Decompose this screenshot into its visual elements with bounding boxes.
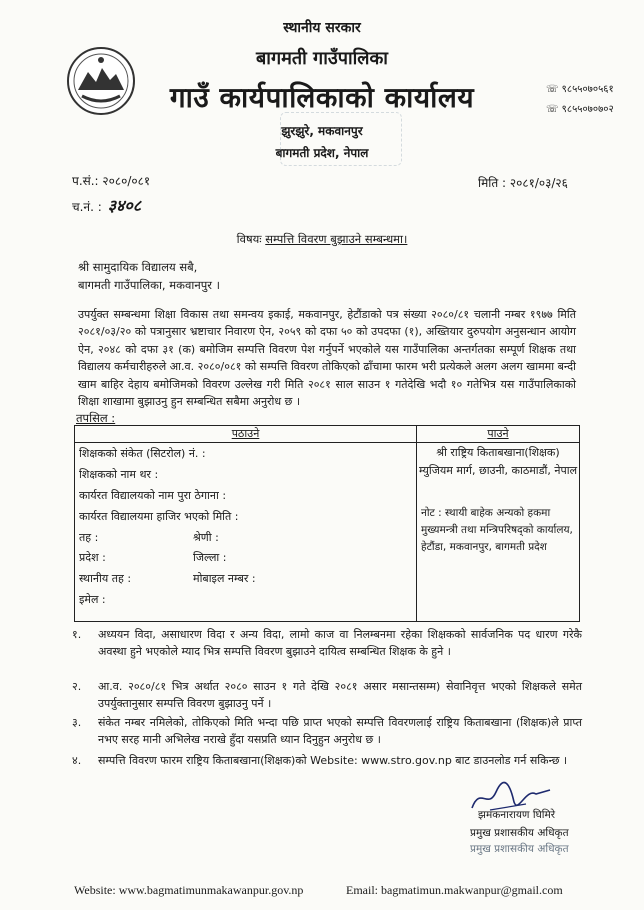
header-line-1: स्थानीय सरकार bbox=[283, 20, 361, 36]
subject-text: सम्पत्ति विवरण बुझाउने सम्बन्धमा। bbox=[265, 232, 408, 246]
sender-row: इमेल : bbox=[79, 593, 106, 606]
footer-website: Website: www.bagmatimunmakawanpur.gov.np bbox=[74, 883, 304, 897]
receiver-line-1: श्री राष्ट्रिय किताबखाना(शिक्षक) bbox=[436, 446, 560, 459]
sender-row: स्थानीय तह : bbox=[79, 572, 132, 585]
tapsil-heading: तपसिल : bbox=[76, 411, 116, 425]
note-number: ४. bbox=[72, 754, 82, 767]
address-table bbox=[74, 425, 580, 622]
signatory-title: प्रमुख प्रशासकीय अधिकृत bbox=[470, 827, 569, 839]
office-address: झुरझुरे, मकवानपुर bbox=[281, 124, 363, 138]
note-number: १. bbox=[72, 628, 82, 641]
sender-row: कार्यरत विद्यालयमा हाजिर भएको मिति : bbox=[79, 510, 239, 523]
phone-1: ☏ ९८५५०७०५६१ bbox=[546, 84, 614, 95]
nepal-emblem-icon bbox=[66, 46, 136, 116]
note-text: संकेत नम्बर नमिलेको, तोकिएको मिति भन्दा पछि प्राप्त भएको सम्पत्ति विवरणलाई राष्ट्रिय किताबखाना (शिक्षक)ले प्राप्त नभए सरह मानी अभिलेख नराखे हुँदा यसप्रति ध्यान दिनुहुन अनुरोध छ । bbox=[98, 716, 582, 746]
note-item bbox=[72, 626, 582, 660]
receiver-cell bbox=[417, 443, 580, 622]
cn-value: ३४०८ bbox=[107, 196, 142, 215]
sender-row: शिक्षकको नाम थर : bbox=[79, 468, 159, 481]
subject-line bbox=[0, 232, 644, 247]
note-number: ३. bbox=[72, 716, 82, 729]
footer-email: Email: bagmatimun.makwanpur@gmail.com bbox=[346, 883, 563, 897]
letter-date: मिति : २०८१/०३/२६ bbox=[478, 176, 568, 190]
sender-row: जिल्ला : bbox=[193, 551, 227, 564]
sender-row: प्रदेश : bbox=[79, 551, 106, 564]
note-text: अध्ययन विदा, असाधारण विदा र अन्य विदा, लामो काज वा निलम्बनमा रहेका शिक्षकको सार्वजनिक पद धारण गरेकै अवस्था हुने भएकोले म्याद भित्र सम्पत्ति विवरण बुझाउने दायित्व सम्बन्धित शिक्षक के हुने । bbox=[98, 628, 582, 658]
receiver-line-2: म्युजियम मार्ग, छाउनी, काठमाडौं, नेपाल bbox=[418, 464, 578, 477]
cn-label: च.नं. : bbox=[72, 200, 102, 214]
sender-row: शिक्षकको संकेत (सिटरोल) नं. : bbox=[79, 447, 206, 460]
office-stamp bbox=[280, 112, 402, 166]
receiver-header: पाउने bbox=[417, 426, 580, 443]
office-title: गाउँ कार्यपालिकाको कार्यालय bbox=[169, 81, 475, 114]
note-text: आ.व. २०८०/८१ भित्र अर्थात २०८० साउन १ गते देखि २०८१ असार मसान्तसम्म) सेवानिवृत्त भएको शिक्षकले समेत उपर्युक्तानुसार सम्पत्ति विवरण बुझाउनु पर्ने । bbox=[98, 680, 582, 710]
receiver-note: नोट : स्थायी बाहेक अन्यको हकमा मुख्यमन्त्री तथा मन्त्रिपरिषद्‌को कार्यालय, हेटौंडा, मकवानपुर, बागमती प्रदेश bbox=[421, 507, 573, 553]
sender-row: तह : bbox=[79, 531, 99, 544]
note-text: सम्पत्ति विवरण फारम राष्ट्रिय किताबखाना(शिक्षक)को Website: www.stro.gov.np बाट डाउनलोड गर्न सकिन्छ । bbox=[98, 754, 568, 767]
sender-row: मोबाइल नम्बर : bbox=[193, 572, 256, 585]
sender-cell bbox=[75, 443, 417, 622]
note-item bbox=[72, 752, 582, 770]
note-item bbox=[72, 678, 582, 712]
note-number: २. bbox=[72, 680, 82, 693]
body-paragraph: उपर्युक्त सम्बन्धमा शिक्षा विकास तथा समन्वय इकाई, मकवानपुर, हेटौंडाको पत्र संख्या २०८०/८१ चलानी नम्बर १९७७ मिति २०८१/०३/२० को पत्रानुसार भ्रष्टाचार निवारण ऐन, २०५९ को दफा ५० को उपदफा (१), अख्तियार दुरुपयोग अनुसन्धान आयोग ऐन, २०४८ को दफा ३१ (क) बमोजिम सम्पत्ति विवरण पेश गर्नुपर्ने भएकोले यस गाउँपालिका अन्तर्गतका सम्पूर्ण शिक्षक तथा विद्यालय कर्मचारीहरुले आ.व. २०८०/०८१ को सम्पत्ति विवरण तोकिएको ढाँचामा फारम भरी प्रत्येकले अलग अलग खाममा बन्दी खाम बाहिर देहाय बमोजिमको विवरण उल्लेख गरी मिति २०८१ साल साउन १ गतेदेखि भदौ १० गतेभित्र यस गाउँपालिकाको शिक्षा शाखामा बुझाउनु हुन सम्बन्धित सबैमा अनुरोध छ । bbox=[78, 308, 576, 409]
addressee-line-2: बागमती गाउँपालिका, मकवानपुर । bbox=[78, 278, 220, 292]
phone-numbers bbox=[546, 80, 614, 120]
sender-row: कार्यरत विद्यालयको नाम पुरा ठेगाना : bbox=[79, 489, 227, 502]
cn-number bbox=[72, 194, 141, 216]
sender-header: पठाउने bbox=[75, 426, 417, 443]
sender-row: श्रेणी : bbox=[193, 531, 219, 544]
office-province: बागमती प्रदेश, नेपाल bbox=[275, 146, 369, 160]
signatory-name: झमकनारायण घिमिरे bbox=[478, 809, 556, 821]
signatory-stamp: प्रमुख प्रशासकीय अधिकृत bbox=[470, 843, 569, 855]
header-line-2: बागमती गाउँपालिका bbox=[256, 48, 388, 69]
ps-number: प.सं.: २०८०/०८१ bbox=[72, 174, 151, 188]
addressee-line-1: श्री सामुदायिक विद्यालय सबै, bbox=[78, 260, 198, 274]
subject-label: विषयः bbox=[236, 232, 262, 246]
note-item bbox=[72, 714, 582, 748]
phone-2: ☏ ९८५५०७०७०२ bbox=[546, 104, 614, 115]
